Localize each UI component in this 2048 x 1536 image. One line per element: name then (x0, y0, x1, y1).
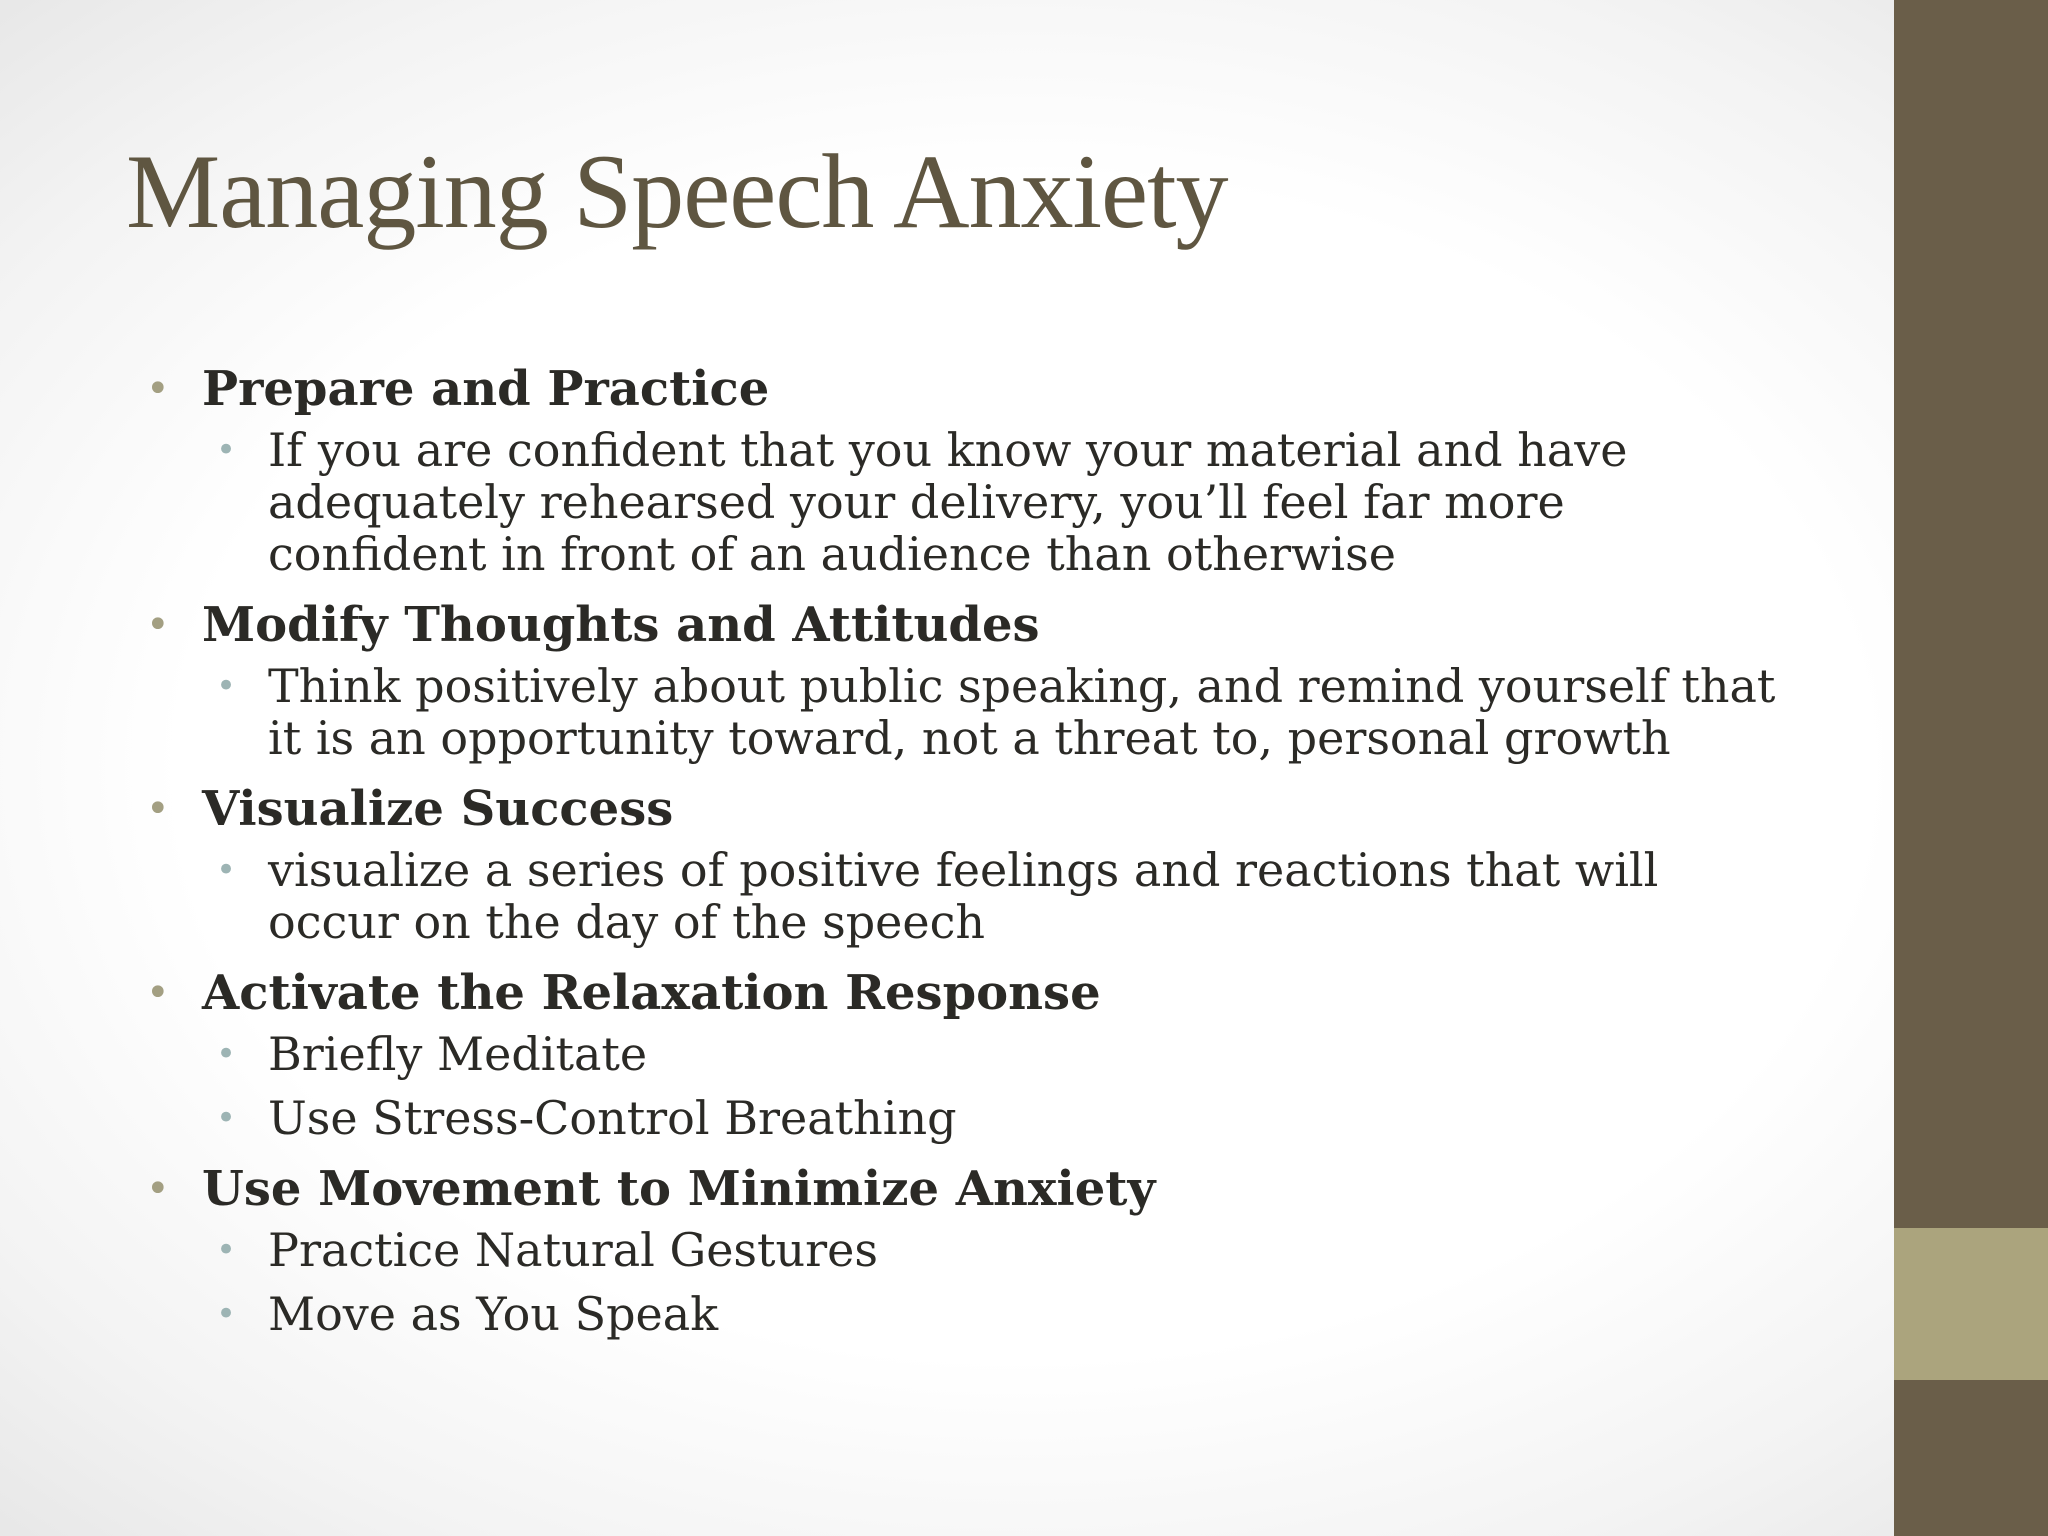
bullet-item (146, 776, 1786, 842)
sub-bullet-text: Briefly Meditate (268, 1027, 648, 1081)
sub-bullet-dot-icon: • (216, 1098, 237, 1138)
sub-bullet-item (146, 424, 1786, 580)
bullet-dot-icon: • (146, 1166, 170, 1212)
bullet-dot-icon: • (146, 366, 170, 412)
slide-title: Managing Speech Anxiety (126, 133, 1228, 250)
bullet-heading: Use Movement to Minimize Anxiety (202, 1161, 1156, 1217)
bullet-list (146, 356, 1786, 1352)
bullet-heading: Prepare and Practice (202, 361, 770, 417)
sub-bullet-dot-icon: • (216, 1230, 237, 1270)
side-decor-accent (1894, 1228, 2048, 1380)
bullet-heading: Modify Thoughts and Attitudes (202, 597, 1040, 653)
sub-bullet-dot-icon: • (216, 666, 237, 706)
sub-bullet-dot-icon: • (216, 850, 237, 890)
bullet-item (146, 356, 1786, 422)
sub-bullet-item (146, 1288, 1786, 1340)
sub-bullet-text: Move as You Speak (268, 1287, 719, 1341)
bullet-dot-icon: • (146, 602, 170, 648)
bullet-item (146, 960, 1786, 1026)
sub-bullet-dot-icon: • (216, 430, 237, 470)
sub-bullet-item (146, 1092, 1786, 1144)
bullet-item (146, 592, 1786, 658)
sub-bullet-text: If you are confident that you know your material and have adequately rehearsed your delivery, you’ll feel far more confident in front of an audience than otherwise (268, 423, 1628, 581)
sub-bullet-item (146, 1224, 1786, 1276)
bullet-item (146, 1156, 1786, 1222)
sub-bullet-text: Use Stress-Control Breathing (268, 1091, 957, 1145)
bullet-dot-icon: • (146, 970, 170, 1016)
bullet-dot-icon: • (146, 786, 170, 832)
sub-bullet-text: visualize a series of positive feelings and reactions that will occur on the day of the speech (268, 843, 1659, 949)
sub-bullet-text: Practice Natural Gestures (268, 1223, 878, 1277)
sub-bullet-item (146, 660, 1786, 764)
bullet-heading: Visualize Success (202, 781, 674, 837)
bullet-heading: Activate the Relaxation Response (202, 965, 1101, 1021)
sub-bullet-item (146, 844, 1786, 948)
sub-bullet-text: Think positively about public speaking, and remind yourself that it is an opportunity toward, not a threat to, personal growth (268, 659, 1776, 765)
sub-bullet-item (146, 1028, 1786, 1080)
sub-bullet-dot-icon: • (216, 1294, 237, 1334)
sub-bullet-dot-icon: • (216, 1034, 237, 1074)
